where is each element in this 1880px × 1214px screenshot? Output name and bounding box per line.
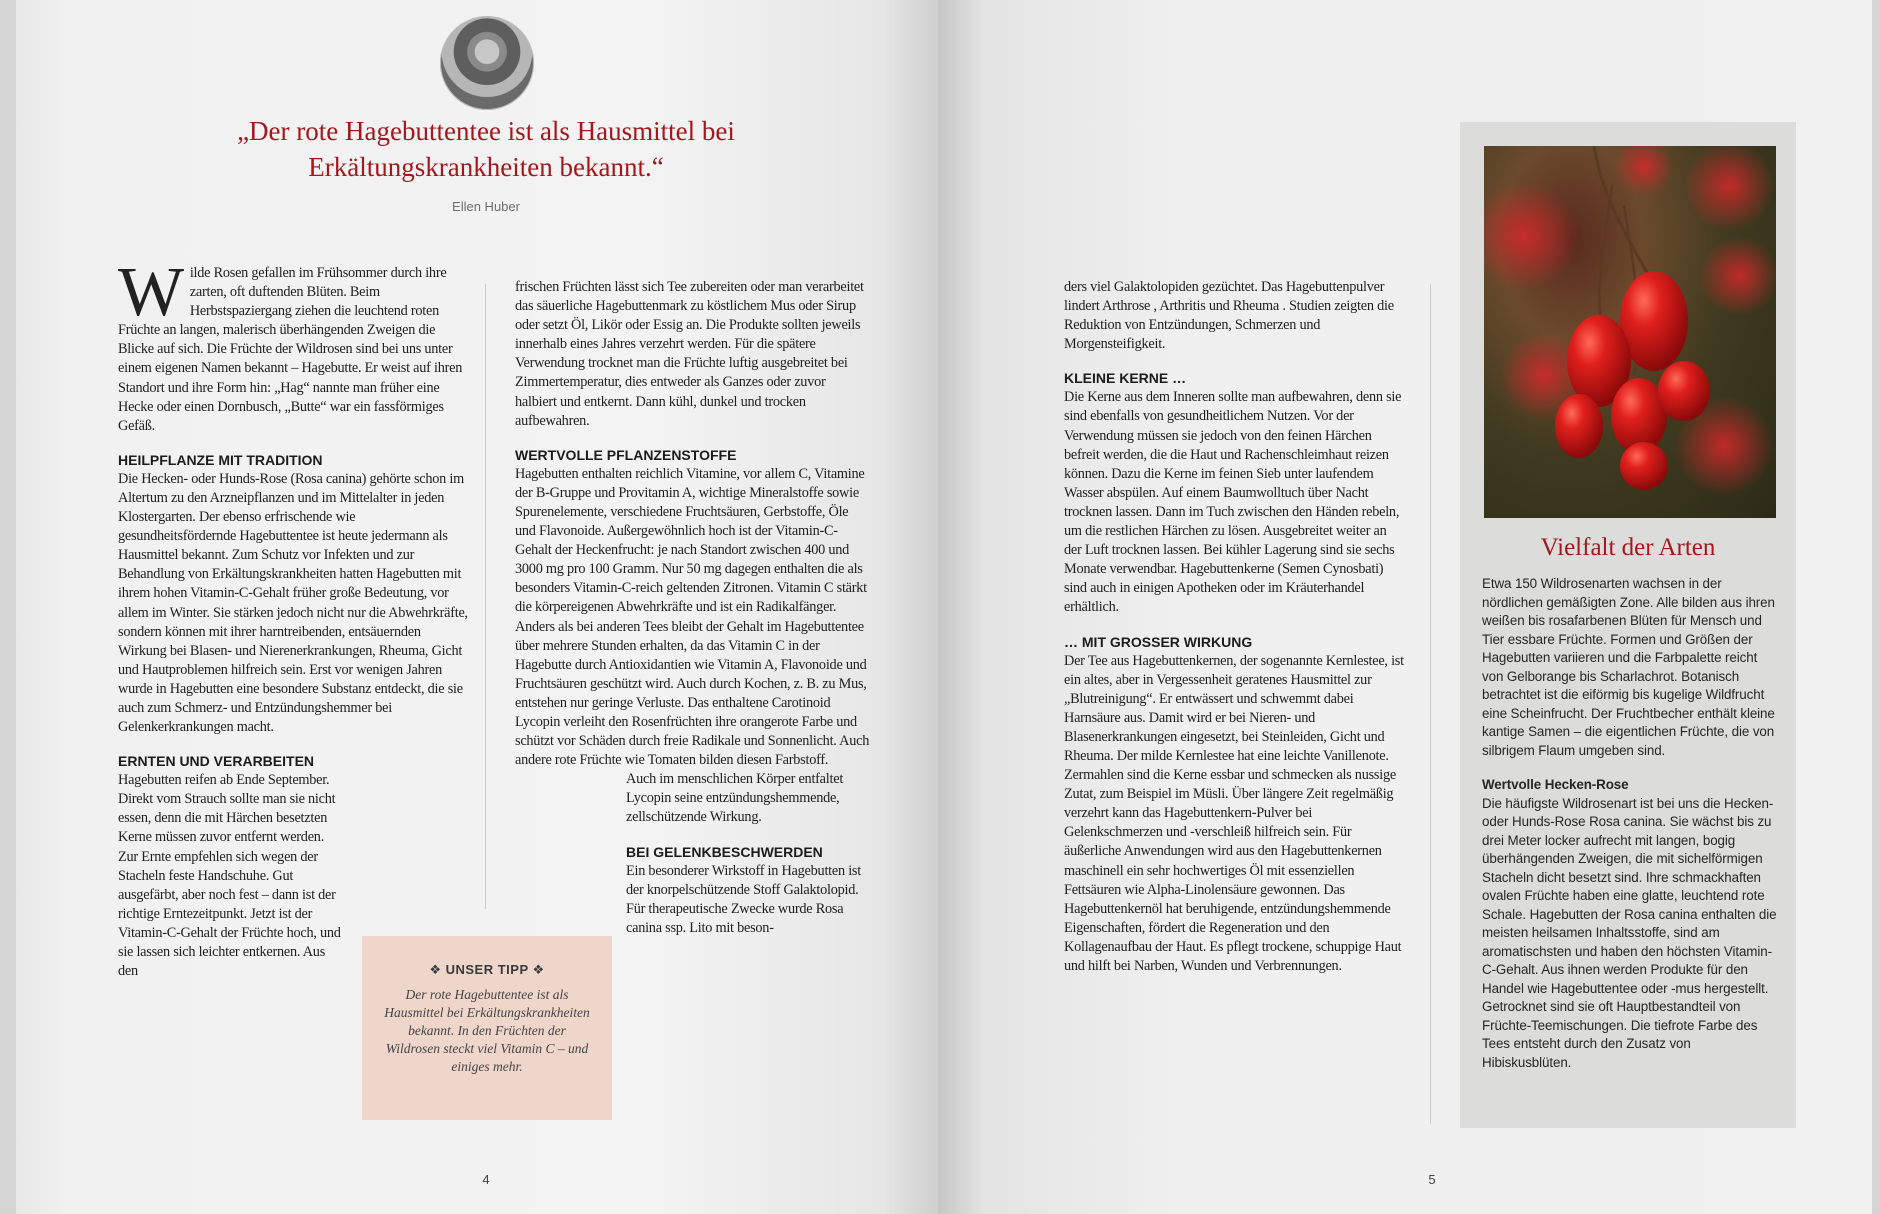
sidebar-paragraph-1: Etwa 150 Wildrosenarten wachsen in der nördlichen gemäßigten Zone. Alle bilden aus ihren weißen bis rosafarbenen Blüten für Mensch und Tier essbare Früchte. Formen und Größen der Hagebutten variieren und die Farbpalette reicht von Gelborange bis Scharlachrot. Botanisch betrachtet ist die eiförmig bis kugelige Wildfrucht eine Scheinfrucht. Der Fruchtbecher enthält kleine kantige Samen – die eigentlichen Früchte, die von silbrigem Flaum umgeben sind. — [1482, 576, 1775, 758]
tip-title: ❖ UNSER TIPP ❖ — [429, 962, 545, 977]
article-column-2 — [515, 278, 870, 938]
tip-box — [362, 936, 612, 1120]
heading-gelenk: BEI GELENKBESCHWERDEN — [626, 843, 823, 860]
paragraph-heilpflanze: Die Hecken- oder Hunds-Rose (Rosa canina) gehörte schon im Altertum zu den Arzneipflanzen und im Mittelalter in jeden Klostergarten. Der ebenso erfrischende wie gesundheitsfördernde Hagebuttentee ist heute jedermann als Hausmittel bekannt. Zum Schutz vor Infekten und zur Behandlung von Erkältungskrankheiten hatten Hagebutten mit ihrem hohen Vitamin-C-Gehalt früher große Bedeutung, vor allem im Winter. Sie stärken jedoch nicht nur die Abwehrkräfte, sondern können mit ihrer harntreibenden, entsäuernden Wirkung bei Blasen- und Nierenerkrankungen, Rheuma, Gicht und Hautproblemen hilfreich sein. Erst vor wenigen Jahren wurde in Hagebutten eine besondere Substanz entdeckt, die sie auch zum Schmerz- und Entzündungshemmer bei Gelenkerkrankungen macht. — [118, 470, 468, 736]
article-column-1 — [118, 254, 470, 981]
paragraph-pflanzenstoffe: Hagebutten enthalten reichlich Vitamine, vor allem C, Vitamine der B-Gruppe und Provitamin A, wichtige Mineralstoffe sowie Spurenelemente, verschiedene Fruchtsäuren, Gerbstoffe, Öle und Flavonoide. Außergewöhnlich hoch ist der Vitamin-C-Gehalt der Heckenfrucht: je nach Standort zwischen 400 und 3000 mg pro 100 Gramm. Nur 50 mg dagegen enthalten die als besonders Vitamin-C-reich geltenden Zitronen. Vitamin C stärkt die körpereigenen Abwehrkräfte und ist ein Radikalfänger. Anders als bei anderen Tees bleibt der Gehalt im Hagebuttentee über mehrere Stunden erhalten, da das Vitamin C in der Hagebutte durch Antioxidantien wie Vitamin A, Flavonoide und Fruchtsäuren geschützt wird. Auch durch Kochen, z. B. zu Mus, entstehen nur geringe Verluste. Das enthaltene Carotinoid Lycopin verleiht den Rosenfrüchten ihre orangerote Farbe und schützt vor Schäden durch freie Radikale und Sonnenlicht. Auch andere rote Früchte wie Tomaten bilden diesen Farbstoff. — [515, 465, 870, 769]
right-page — [938, 0, 1872, 1214]
sidebar-box — [1460, 122, 1796, 1128]
sidebar-text — [1482, 575, 1782, 1072]
tip-text: Der rote Hagebuttentee ist als Hausmittel bei Erkältungskrankheiten bekannt. In den Früchten der Wildrosen steckt viel Vitamin C – und einiges mehr. — [384, 987, 590, 1074]
rosehip-photo — [1484, 146, 1776, 518]
left-page — [16, 0, 938, 1214]
intro-paragraph: Wilde Rosen gefallen im Frühsommer durch ihre zarten, oft duftenden Blüten. Beim Herbstspaziergang ziehen die leuchtend roten Früchte an langen, malerisch überhängenden Zweigen die Blicke auf sich. Die Früchte der Wildrosen sind bei uns unter einem eigenen Namen bekannt – Hagebutte. Er weist auf ihren Standort und ihre Form hin: „Hag“ nannte man früher eine Hecke oder einen Dornbusch, „Butte“ war ein fassförmiges Gefäß. — [118, 254, 463, 434]
page-number-left: 4 — [482, 1172, 490, 1187]
sidebar-paragraph-2: Die häufigste Wildrosenart ist bei uns die Hecken- oder Hunds-Rose Rosa canina. Sie wächst bis zu drei Meter locker aufrecht mit langen, bogig überhängenden Zweigen, die mit sichelförmigen Stacheln dicht besetzt sind. Ihre schmackhaften ovalen Früchte haben eine glatte, leuchtend rote Schale. Hagebutten der Rosa canina enthalten die meisten heilsamen Inhaltsstoffe, sind am aromatischsten und haben den höchsten Vitamin-C-Gehalt. Aus ihnen werden Produkte für den Handel wie Hagebuttentee oder -mus hergestellt. Getrocknet sind sie oft Hauptbestandteil von Früchte-Teemischungen. Die tiefrote Farbe des Tees entsteht durch den Zusatz von Hibiskusblüten. — [1482, 795, 1777, 1070]
heading-kleine-kerne: KLEINE KERNE … — [1064, 370, 1187, 387]
article-column-3 — [1064, 278, 1406, 976]
paragraph-kleine-kerne: Die Kerne aus dem Inneren sollte man aufbewahren, denn sie sind ebenfalls von gesundheitlichem Nutzen. Vor der Verwendung müssen sie jedoch von den feinen Härchen befreit werden, die die Haut und Rachenschleimhaut reizen können. Dazu die Kerne im feinen Sieb unter laufendem Wasser abspülen. Auf einem Baumwolltuch über Nacht trocknen lassen. Dann im Tuch zwischen den Händen rebeln, um die restlichen Härchen zu lösen. Ausgebreitet weiter an der Luft trocknen lassen. Bei kühler Lagerung sind sie sechs Monate verwendbar. Hagebuttenkerne (Semen Cynosbati) sind auch in einigen Apotheken oder im Kräuterhandel erhältlich. — [1064, 389, 1402, 616]
heading-heilpflanze: HEILPFLANZE MIT TRADITION — [118, 451, 323, 468]
heading-ernten: ERNTEN UND VERARBEITEN — [118, 753, 315, 770]
column-rule-right — [1430, 284, 1431, 1124]
author-portrait — [440, 16, 534, 110]
paragraph-grosse-wirkung: Der Tee aus Hagebuttenkernen, der sogenannte Kernlestee, ist ein altes, aber in Vergessenheit geratenes Hausmittel zur „Blutreinigung“. Er entwässert und schwemmt dabei Harnsäure aus. Damit wird er bei Nieren- und Blasenerkrankungen eingesetzt, bei Steinleiden, Gicht und Rheuma. Der milde Kernlestee hat eine leichte Vanillenote. Zermahlen sind die Kerne essbar und schmecken als nussige Zutat, zum Beispiel im Müsli. Über längere Zeit regelmäßig verzehrt kann das Hagebuttenkern-Pulver bei Gelenkschmerzen und -verschleiß hilfreich sein. Für äußerliche Anwendungen wird aus den Hagebuttenkernen maschinell ein sehr hochwertiges Öl mit essenziellen Fettsäuren wie Alpha-Linolensäure gewonnen. Das Hagebuttenkernöl hat beruhigende, entzündungshemmende Eigenschaften, fördert die Regeneration und den Kollagenaufbau der Haut. Es pflegt trockene, schuppige Haut und hilft bei Narben, Wunden und Verbrennungen. — [1064, 652, 1404, 974]
paragraph-lycopin: Auch im menschlichen Körper entfaltet Lycopin seine entzündungshemmende, zellschützende Wirkung. — [626, 771, 844, 826]
paragraph-gelenk: Ein besonderer Wirkstoff in Hagebutten ist der knorpelschützende Stoff Galaktolopid. Für therapeutische Zwecke wurde Rosa canina ssp. Lito mit beson- — [626, 862, 861, 936]
sidebar-heading: Wertvolle Hecken-Rose — [1482, 777, 1629, 792]
paragraph-ernten: Hagebutten reifen ab Ende September. Direkt vom Strauch sollte man sie nicht essen, denn die mit Härchen besetzten Kerne müssen zuvor entfernt werden. Zur Ernte empfehlen sich wegen der Stacheln feste Handschuhe. Gut ausgefärbt, aber noch fest – dann ist der richtige Erntezeitpunkt. Jetzt ist der Vitamin-C-Gehalt der Früchte hoch, und sie lassen sich leichter entkernen. Aus den — [118, 772, 341, 980]
heading-pflanzenstoffe: WERTVOLLE PFLANZENSTOFFE — [515, 446, 737, 463]
dropcap: W — [118, 254, 184, 331]
paragraph-verarbeiten: frischen Früchten lässt sich Tee zubereiten oder man verarbeitet das säuerliche Hagebuttenmark zu köstlichem Mus oder Sirup oder setzt Öl, Likör oder Essig an. Die Produkte sollten jeweils innerhalb eines Jahres verzehrt werden. Für die spätere Verwendung trocknet man die Früchte luftig ausgebreitet bei Zimmertemperatur, dies entweder als Ganzes oder zuvor halbiert und entkernt. Dann kühl, dunkel und trocken aufbewahren. — [515, 279, 864, 429]
page-number-right: 5 — [1428, 1172, 1436, 1187]
pull-quote: „Der rote Hagebuttentee ist als Hausmittel bei Erkältungskrankheiten bekannt.“ — [237, 116, 735, 182]
quote-author: Ellen Huber — [452, 199, 520, 214]
paragraph-galaktolopid: ders viel Galaktolopiden gezüchtet. Das Hagebuttenpulver lindert Arthrose , Arthritis und Rheuma . Studien zeigten die Reduktion von Entzündungen, Schmerzen und Morgensteifigkeit. — [1064, 279, 1394, 353]
sidebar-title: Vielfalt der Arten — [1540, 534, 1716, 561]
column-rule — [485, 284, 486, 909]
heading-grosse-wirkung: … MIT GROSSER WIRKUNG — [1064, 633, 1253, 650]
